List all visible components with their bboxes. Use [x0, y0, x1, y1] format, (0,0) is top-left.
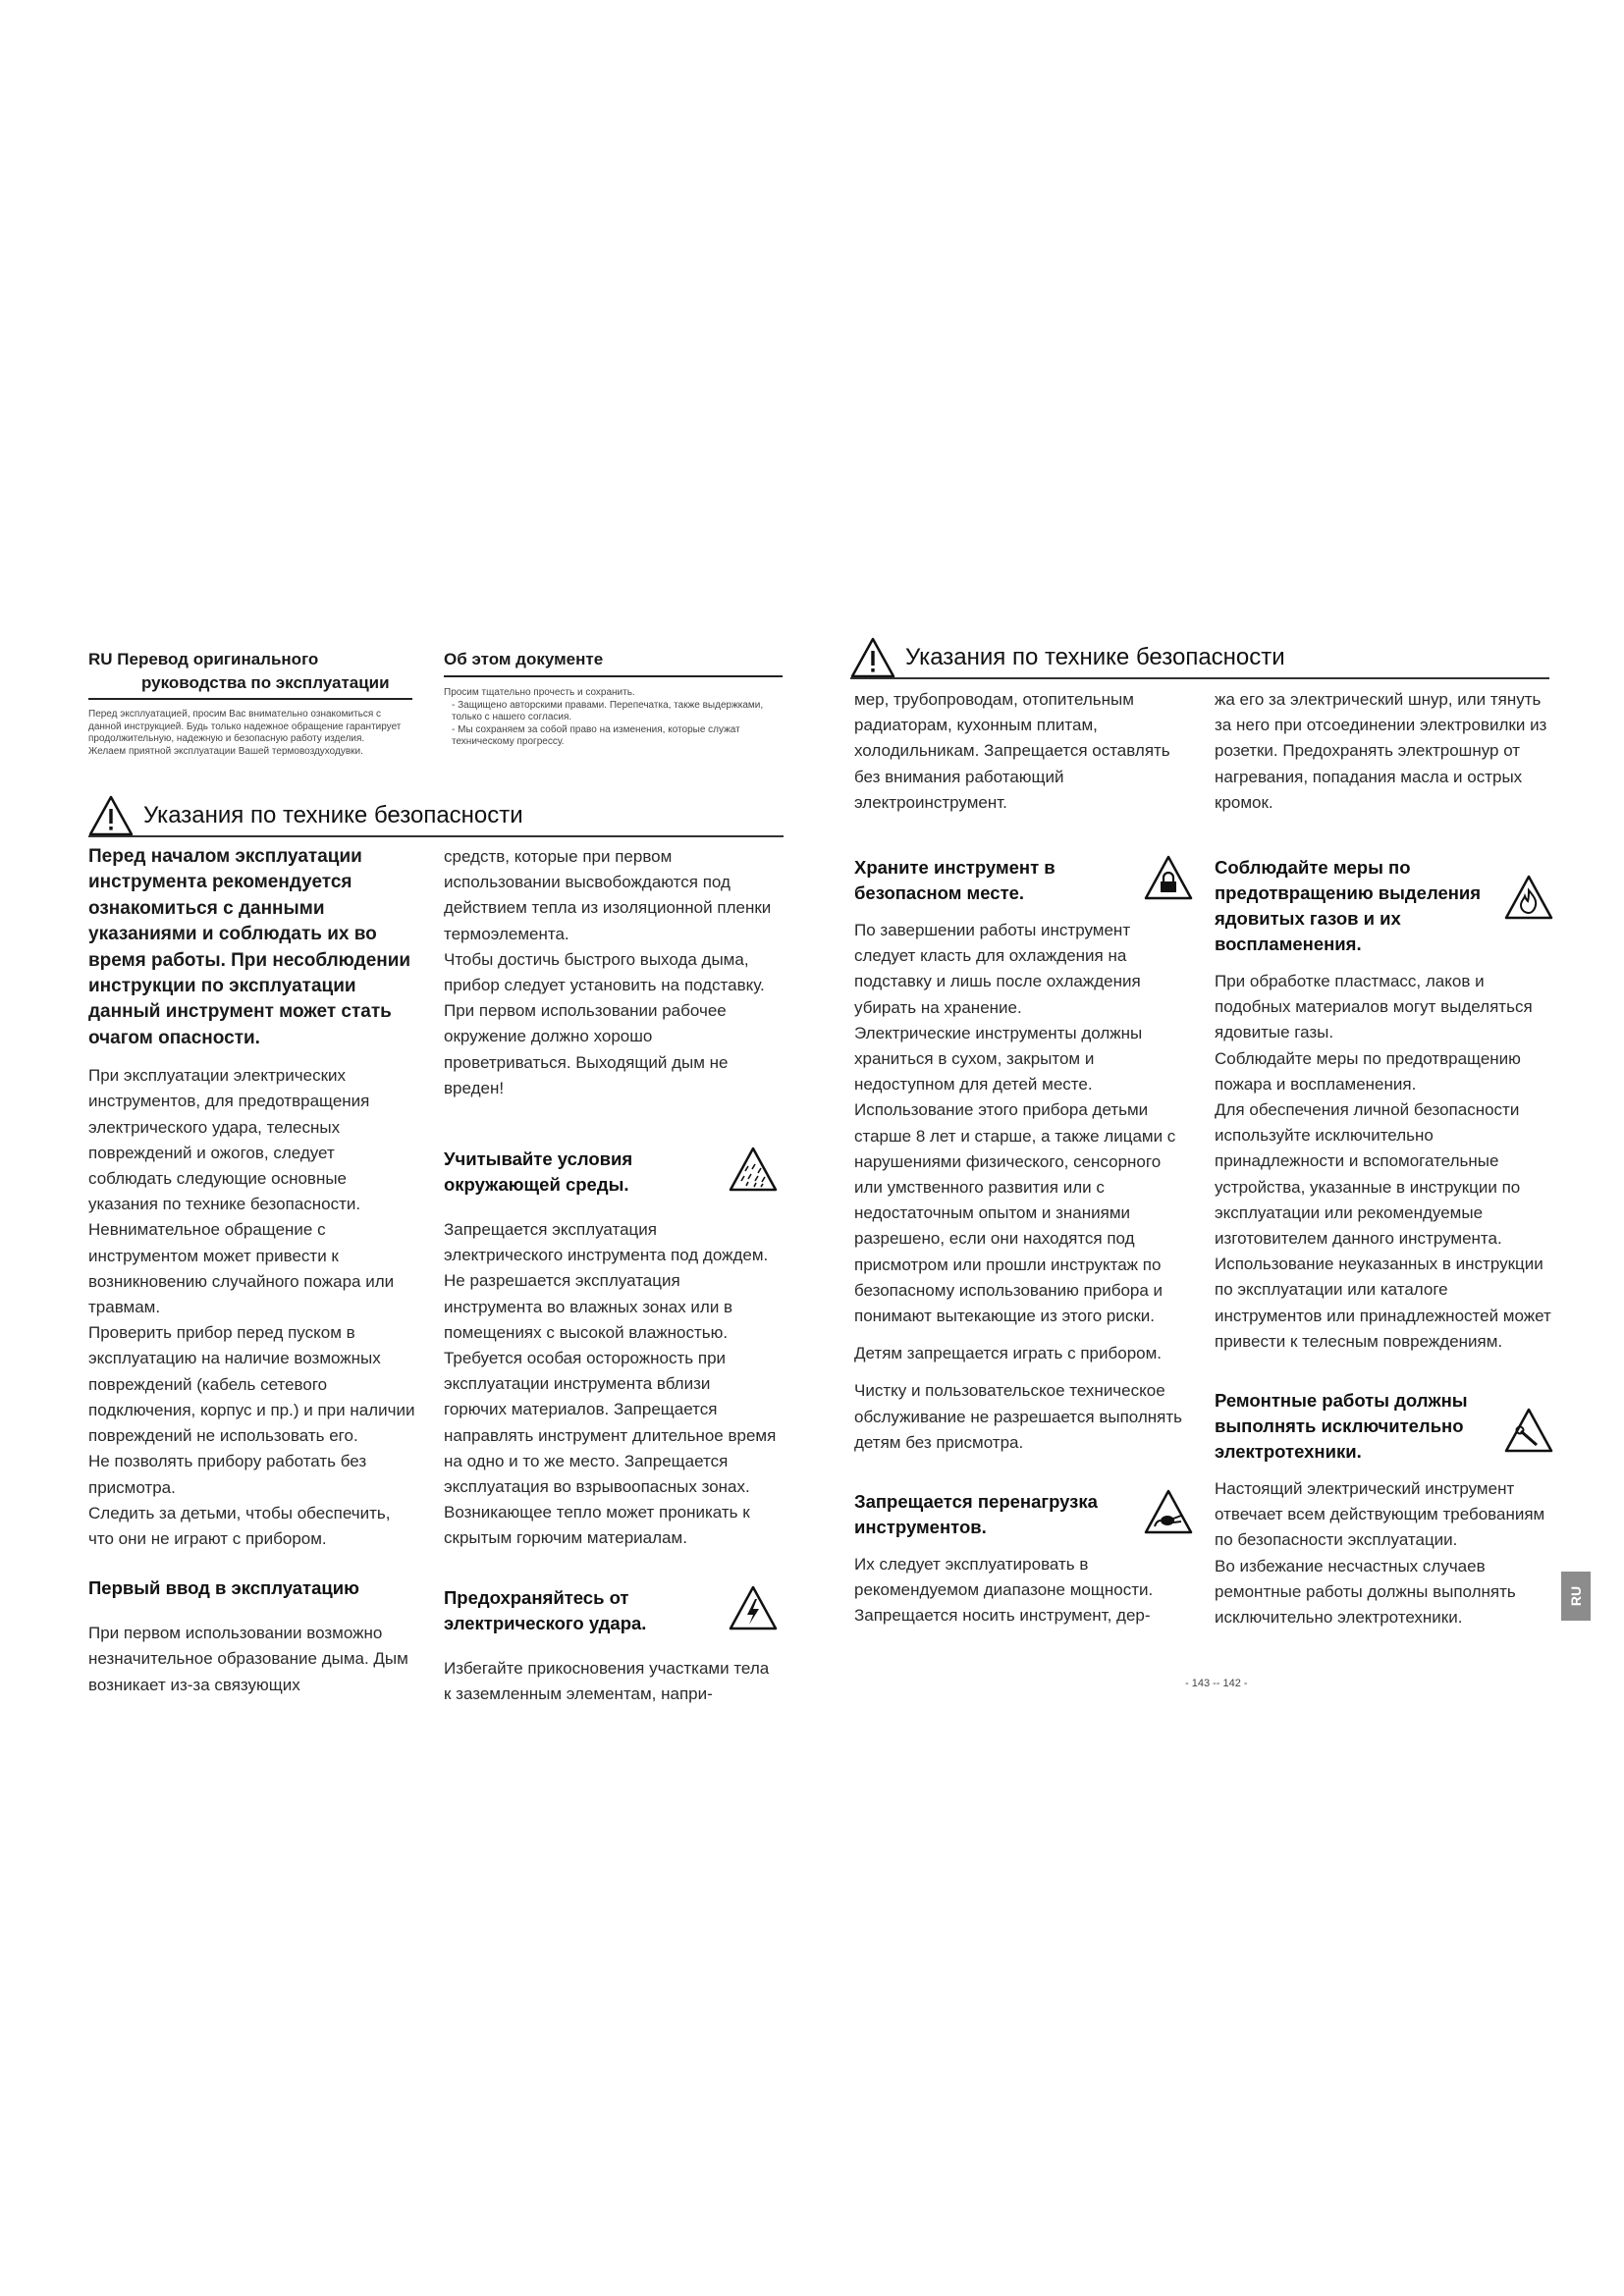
paragraph: При обработке пластмасс, лаков и подобных материалов могут выделяться ядовитые газы.: [1215, 972, 1533, 1042]
heading-shock-block: [444, 1585, 778, 1636]
paragraph: Чистку и пользовательское техническое обслуживание не разрешается выполнять детям без присмотра.: [854, 1381, 1183, 1452]
column-1: [88, 844, 417, 1698]
intro-wish: Желаем приятной эксплуатации Вашей термовоздуходувки.: [88, 745, 363, 757]
column-4: [1215, 687, 1553, 1630]
rain-warning-icon: [729, 1147, 778, 1192]
section-banner-left: [88, 795, 523, 836]
lock-icon: [1144, 855, 1193, 900]
paragraph: Не позволять прибору работать без присмотра.: [88, 1452, 367, 1497]
header-rule: [88, 698, 412, 700]
heading-environment: Учитывайте условия окружающей среды.: [444, 1148, 633, 1196]
heading-first-use: Первый ввод в эксплуатацию: [88, 1577, 359, 1599]
about-title: Об этом документе: [444, 650, 604, 668]
paragraph: Требуется особая осторожность при эксплуатации инструмента вблизи горючих материалов. Запрещается направлять инструмент длительное время на одно и то же место. Запрещается эксплуатация во взрывоопасных зонах. Возникающее тепло может проникать к скрытым горючим материалам.: [444, 1349, 777, 1548]
section-banner-right: [850, 637, 1285, 678]
about-line-1: Просим тщательно прочесть и сохранить.: [444, 687, 635, 698]
about-text: [444, 687, 768, 749]
plug-icon: [1144, 1489, 1193, 1534]
paragraph: средств, которые при первом использовании высвобождаются под действием тепла из изоляционной пленки термоэлемента.: [444, 847, 772, 943]
flame-icon: [1504, 875, 1553, 920]
about-line-2: - Защищено авторскими правами. Перепечатка, также выдержками, только с нашего согласия.: [452, 699, 764, 722]
language-side-tab: [1561, 1572, 1591, 1621]
heading-store-block: [854, 855, 1193, 906]
paragraph: жа его за электрический шнур, или тянуть за него при отсоединении электровилки из розетки. Предохранять электрошнур от нагревания, попадания масла и острых кромок.: [1215, 690, 1547, 812]
banner-rule-right: [850, 677, 1549, 679]
heading-electric-shock: Предохраняйтесь от электрического удара.: [444, 1586, 647, 1633]
paragraph: При эксплуатации электрических инструментов, для предотвращения электрического удара, телесных повреждений и ожогов, следует соблюдать следующие основные указания по технике безопасности. Невнимательное обращение с инструментом может привести к возникновению случайного пожара или травмам.: [88, 1066, 395, 1317]
side-tab-label: RU: [1567, 1585, 1584, 1607]
page-numbers: - 143 -- 142 -: [1185, 1678, 1248, 1689]
paragraph: При первом использовании возможно незначительное образование дыма. Дым возникает из-за связующих: [88, 1624, 408, 1694]
electric-shock-icon: [729, 1585, 778, 1630]
heading-toxic-block: [1215, 855, 1553, 957]
column-3: [854, 687, 1193, 1629]
section-title-left: Указания по технике безопасности: [143, 802, 523, 828]
intro-small-text: [88, 709, 412, 758]
heading-repair: Ремонтные работы должны выполнять исключительно электротехники.: [1215, 1390, 1468, 1463]
paragraph: Для обеспечения личной безопасности используйте исключительно принадлежности и вспомогательные устройства, указанные в инструкции по эксплуатации или рекомендуемые изготовителем данного инструмента.: [1215, 1100, 1521, 1249]
about-document: [444, 648, 783, 671]
paragraph: Следить за детьми, чтобы обеспечить, что они не играют с прибором.: [88, 1503, 391, 1548]
warning-triangle-icon: [88, 795, 134, 836]
paragraph: Проверить прибор перед пуском в эксплуатацию на наличие возможных повреждений (кабель сетевого подключения, корпус и пр.) и при наличии повреждений не использовать его.: [88, 1323, 415, 1446]
paragraph: Использование неуказанных в инструкции по эксплуатации или каталоге инструментов или принадлежностей может привести к телесным повреждениям.: [1215, 1255, 1551, 1351]
paragraph: По завершении работы инструмент следует класть для охлаждения на подставку и лишь после охлаждения убирать на хранение.: [854, 921, 1141, 1017]
paragraph: Настоящий электрический инструмент отвечает всем действующим требованиям по безопасности эксплуатации.: [1215, 1479, 1545, 1550]
intro-paragraph: Перед эксплуатацией, просим Вас внимательно ознакомиться с данной инструкцией. Будь только надежное обращение гарантирует продолжительную, надежную и безопасную работу изделия.: [88, 709, 402, 744]
paragraph: Использование этого прибора детьми старше 8 лет и старше, а также лицами с нарушениями физического, сенсорного или умственного развития или с недостаточным опытом и знаниями разрешено, если они находятся под присмотром или прошли инструктаж по безопасному использованию прибора и понимают вытекающие из этого риски.: [854, 1100, 1176, 1326]
heading-overload: Запрещается перенагрузка инструментов.: [854, 1491, 1098, 1538]
warning-triangle-icon: [850, 637, 895, 678]
section-title-right: Указания по технике безопасности: [905, 644, 1285, 670]
heading-env-block: [444, 1147, 778, 1198]
about-rule: [444, 675, 783, 677]
paragraph: Электрические инструменты должны храниться в сухом, закрытом и недоступном для детей месте.: [854, 1023, 1143, 1095]
heading-store-safely: Храните инструмент в безопасном месте.: [854, 857, 1056, 904]
paragraph: Соблюдайте меры по предотвращению пожара и воспламенения.: [1215, 1048, 1521, 1094]
heading-overload-block: [854, 1489, 1193, 1540]
heading-repair-block: [1215, 1388, 1553, 1465]
title-line-1: RU Перевод оригинального: [88, 650, 319, 668]
paragraph: мер, трубопроводам, отопительным радиаторам, кухонным плитам, холодильникам. Запрещается оставлять без внимания работающий электроинструмент.: [854, 690, 1170, 812]
paragraph: Чтобы достичь быстрого выхода дыма, прибор следует установить на подставку. При первом использовании рабочее окружение должно хорошо проветриваться. Выходящий дым не вреден!: [444, 949, 765, 1097]
wrench-icon: [1504, 1408, 1553, 1453]
heading-toxic-gases: Соблюдайте меры по предотвращению выделения ядовитых газов и их воспламенения.: [1215, 857, 1482, 955]
paragraph: Запрещается эксплуатация электрического инструмента под дождем. Не разрешается эксплуатация инструмента во влажных зонах или в помещениях с высокой влажностью.: [444, 1220, 769, 1342]
column-2: [444, 844, 778, 1707]
lead-warning: Перед началом эксплуатации инструмента рекомендуется ознакомиться с данными указаниями и соблюдать их во время работы. При несоблюдении инструкции по эксплуатации данный инструмент может стать очагом опасности.: [88, 846, 411, 1048]
paragraph: Их следует эксплуатировать в рекомендуемом диапазоне мощности. Запрещается носить инструмент, дер-: [854, 1555, 1154, 1626]
banner-rule-left: [88, 835, 784, 837]
paragraph: Детям запрещается играть с прибором.: [854, 1344, 1163, 1363]
document-title: [88, 648, 422, 695]
about-line-3: - Мы сохраняем за собой право на изменения, которые служат техническому прогрессу.: [452, 723, 740, 747]
paragraph: Избегайте прикосновения участками тела к заземленным элементам, напри-: [444, 1658, 770, 1703]
paragraph: Во избежание несчастных случаев ремонтные работы должны выполнять исключительно электротехники.: [1215, 1556, 1516, 1628]
title-line-2: руководства по эксплуатации: [141, 673, 390, 692]
